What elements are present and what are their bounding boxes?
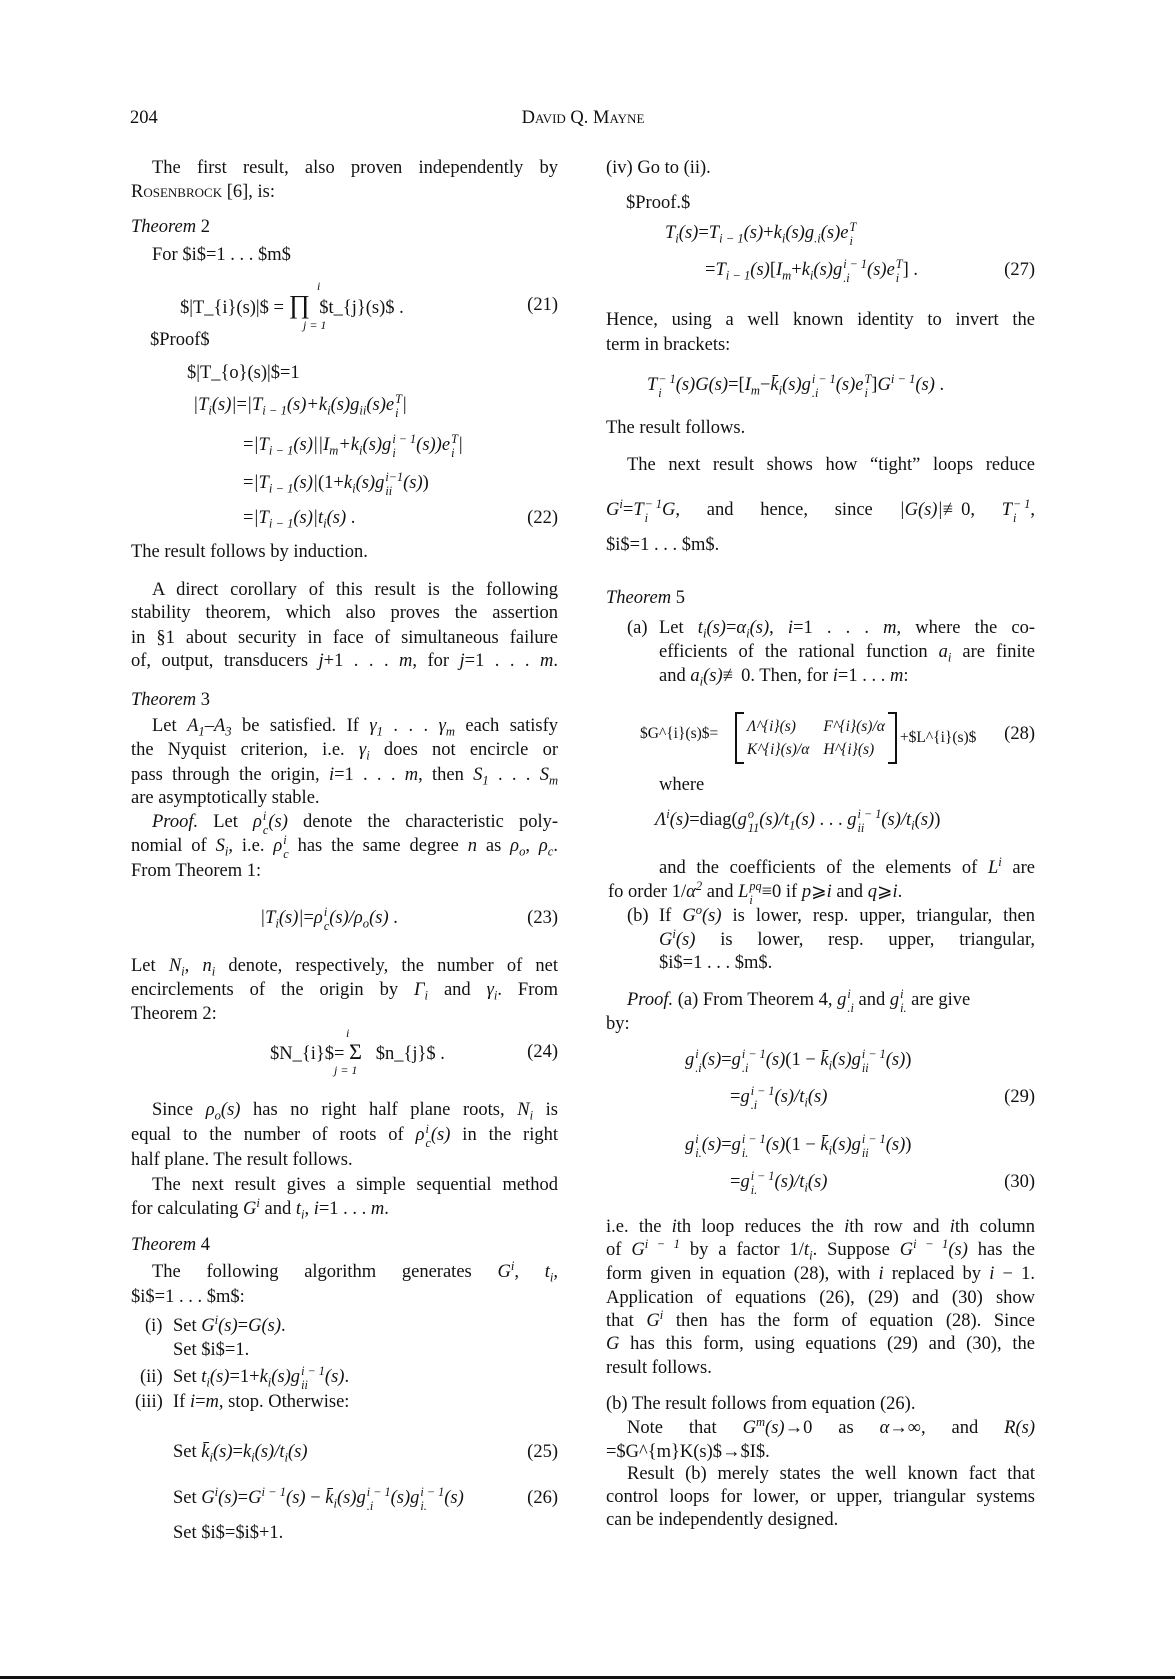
text-line: If $G^o(s)$ is lower, resp. upper, triangular, then (659, 902, 1035, 926)
equation-line: $T_i(s)=T_{i - 1}(s)+k_i(s)g_{.i}(s)e$ T i (665, 219, 857, 248)
text-line: can be independently designed. (606, 1510, 839, 1530)
text-line: The result follows by induction. (131, 542, 368, 562)
text-line: Let $N_i$, $n_i$ denote, respectively, the number of net (131, 956, 558, 979)
text-line: $G^i(s)$ is lower, resp. upper, triangular, (659, 926, 1035, 950)
equation-part: +$L^{i}(s)$ (899, 729, 977, 746)
equation-26: Set $G^i(s)=G^{i - 1}(s)$ − $k̄_i(s)g$ i − 1 .i (s)g i − 1 i. (s) (173, 1484, 464, 1513)
proof-heading: $Proof.$ (626, 193, 691, 213)
matrix-entry: K^{i}(s)/α (747, 741, 810, 758)
text-fragment: [6], is: (222, 182, 276, 202)
text-line: $G^i=T$ − 1 i G, and hence, since |G(s)|≢0, T − 1 i , (606, 496, 1036, 525)
text-line: G has this form, using equations (29) and (30), the (606, 1334, 1035, 1354)
step-label: (iii) (135, 1392, 163, 1412)
text-line (131, 180, 558, 204)
equation-25: Set $k̄_i(s)=k_i(s)/t_i(s)$ (173, 1442, 308, 1465)
text-line: of, output, transducers j+1 . . . m, for j=1 . . . m. (131, 651, 558, 671)
step-label: (i) (145, 1316, 163, 1336)
text-line: Let $A_1-A_3$ be satisfied. If $\gamma_1$ . . . $\gamma_m$ each satisfy (152, 716, 559, 739)
text-line: result follows. (606, 1358, 712, 1378)
matrix-entry: F^{i}(s)/α (823, 718, 885, 735)
theorem-heading: Theorem 2 (131, 217, 210, 237)
proof-heading: $Proof$ (150, 330, 210, 350)
equation-29: =g i − 1 .i $(s)/t_i(s)$ (730, 1083, 828, 1112)
text-line: term in brackets: (606, 335, 731, 355)
text-line: in §1 about security in face of simultaneous failure (131, 628, 558, 648)
equation-part: $n_{j}$ . (375, 1044, 445, 1064)
step-text: (iv) Go to (ii). (606, 158, 711, 178)
product-symbol: ∏ (288, 290, 310, 319)
text-line: control loops for lower, or upper, triangular systems (606, 1487, 1035, 1507)
equation-part: $t_{j}(s)$ . (319, 298, 404, 318)
text-line: form given in equation (28), with i replaced by i − 1. (606, 1264, 1035, 1284)
equation-line: $=|T_{i - 1}(s)|t_i(s)$ . (243, 508, 356, 531)
item-label: (b) (627, 906, 649, 926)
equation-number: (22) (527, 508, 558, 528)
page-number: 204 (130, 108, 158, 128)
product-lower-limit: j = 1 (303, 318, 327, 332)
equation-number: (21) (527, 295, 558, 315)
text-line: $i$=1 . . . $m$. (659, 953, 773, 973)
sum-upper-limit: i (346, 1026, 350, 1040)
text-line: The next result shows how “tight” loops reduce (627, 455, 1035, 475)
author-citation: Rosenbrock (131, 182, 223, 202)
theorem-heading: Theorem 5 (606, 588, 685, 608)
theorem-heading: Theorem 4 (131, 1235, 210, 1255)
text-line: fo order $1/\alpha^2$ and L pq i ≡0 if p⩾i and q⩾i. (608, 878, 903, 907)
text-line: For $i$=1 . . . $m$ (152, 245, 291, 265)
equation-part: $|T_{i}(s)|$ = (180, 298, 289, 318)
text-line: Proof. Let ρ i c (s) denote the characteristic poly- (152, 808, 558, 837)
matrix-entry: H^{i}(s) (823, 741, 875, 758)
text-line: The first result, also proven independently by (152, 158, 558, 178)
text-line: encirclements of the origin by $\Gamma_i$ and $\gamma_i$. From (131, 980, 559, 1003)
equation-number: (27) (1004, 260, 1035, 280)
text-line: A direct corollary of this result is the following (152, 580, 558, 600)
text-line: The next result gives a simple sequential method (152, 1175, 558, 1195)
text-line: pass through the origin, i=1 . . . m, then $S_1$ . . . $S_m$ (131, 765, 559, 788)
step-text: Set $G^i(s)=G(s)$. (173, 1312, 286, 1336)
equation-line: $=|T_{i - 1}(s)||I_m+k_i(s)g$ i − 1 i (s))e T i | (243, 431, 463, 460)
equation-line: g i i. (s)=g i − 1 i. $(s)(1 - k̄_i(s)g$ i − 1 ii (s)) (685, 1131, 912, 1160)
equation-27: $=T_{i - 1}(s)[I_m+k_i(s)g$ i − 1 .i (s)e T i ] . (705, 256, 918, 285)
equation-number: (23) (527, 908, 558, 928)
text-line: are asymptotically stable. (131, 788, 320, 808)
text-line: Theorem 2: (131, 1004, 217, 1024)
equation-line: $|T_i(s)|=|T_{i - 1}(s)+k_i(s)g_{ii}(s)e$ T i | (193, 391, 407, 420)
text-line: that $G^i$ then has the form of equation (28). Since (606, 1307, 1035, 1331)
equation-line: g i .i (s)=g i − 1 .i $(s)(1 - k̄_i(s)g$ i − 1 ii (s)) (685, 1046, 912, 1075)
text-line: $i$=1 . . . $m$. (606, 535, 720, 555)
equation-line: $\Lambda^i(s)=diag(g$ o 11 $(s)/t_1(s)$ . . . g i − 1 ii $(s)/t_i(s)$) (655, 806, 941, 835)
text-line: Application of equations (26), (29) and (30) show (606, 1288, 1035, 1308)
sum-symbol: Σ (349, 1039, 362, 1064)
text-line: of $G^{i - 1}$ by a factor $1/t_i$. Suppose $G^{i - 1}(s)$ has the (606, 1236, 1035, 1263)
text-line: i.e. the ith loop reduces the ith row and ith column (606, 1217, 1036, 1237)
text-line: From Theorem 1: (131, 861, 262, 881)
text-line: for calculating $G^i$ and $t_i$, i=1 . . . m. (131, 1195, 389, 1222)
matrix-entry: Λ^{i}(s) (747, 718, 796, 735)
step-label: (ii) (140, 1367, 163, 1387)
step-text: Set $i$=$i$+1. (173, 1523, 284, 1543)
text-line: Note that $G^m(s)\to 0$ as α→∞, and R(s) (627, 1414, 1035, 1438)
text-line: where (659, 775, 705, 795)
text-line: Result (b) merely states the well known fact that (627, 1464, 1035, 1484)
text-line: =$G^{m}K(s)$→$I$. (606, 1442, 770, 1462)
text-line: Since $\rho_o(s)$ has no right half plane roots, $N_i$ is (152, 1100, 559, 1123)
text-line: The following algorithm generates $G^i$, $t_i$, (152, 1258, 558, 1285)
item-label: (a) (627, 618, 648, 638)
equation-30: =g i − 1 i. $(s)/t_i(s)$ (730, 1168, 828, 1197)
step-text: Set $i$=1. (173, 1340, 250, 1360)
text-line: (b) The result follows from equation (26). (606, 1394, 916, 1414)
text-line: efficients of the rational function $a_i$ are finite (659, 642, 1036, 665)
equation-number: (25) (527, 1442, 558, 1462)
equation-line: $|T_{o}(s)|$=1 (187, 363, 300, 383)
text-line: half plane. The result follows. (131, 1150, 353, 1170)
equation-23: $|T_i(s)|=\rho$ i c $(s)/\rho_o(s)$ . (260, 904, 398, 933)
equation-number: (29) (1004, 1087, 1035, 1107)
text-line: Let $t_i(s)=\alpha_i(s)$, i=1 . . . m, where the co- (659, 618, 1035, 641)
text-line: and the coefficients of the elements of $L^i$ are (659, 854, 1035, 878)
step-text: Set $t_i(s)=1+k_i(s)g$ i − 1 ii (s). (173, 1363, 350, 1392)
text-line: equal to the number of roots of ρ i c (s) in the right (131, 1121, 559, 1150)
text-line: $i$=1 . . . $m$: (131, 1287, 245, 1307)
sum-lower-limit: j = 1 (334, 1063, 358, 1077)
text-line: stability theorem, which also proves the assertion (131, 603, 558, 623)
equation-line: T − 1 i $(s)G(s)=[I_m-k̄_i(s)g$ i − 1 .i (s)e T i ]$G^{i - 1}(s)$ . (647, 371, 945, 400)
text-line: Proof. (a) From Theorem 4, g i .i and g i i. are give (627, 986, 971, 1015)
equation-number: (30) (1004, 1172, 1035, 1192)
equation-number: (24) (527, 1042, 558, 1062)
equation-part: $N_{i}$= (270, 1044, 350, 1064)
step-text: If i=m, stop. Otherwise: (173, 1392, 350, 1412)
text-line: The result follows. (606, 418, 746, 438)
text-line: by: (606, 1014, 630, 1034)
text-line: Hence, using a well known identity to invert the (606, 310, 1035, 330)
equation-number: (28) (1004, 724, 1035, 744)
theorem-heading: Theorem 3 (131, 690, 210, 710)
text-line: the Nyquist criterion, i.e. $\gamma_i$ does not encircle or (131, 740, 558, 763)
product-upper-limit: i (317, 279, 321, 293)
text-line: nomial of $S_i$, i.e. ρ i c has the same degree n as $\rho_o$, $\rho_c$. (131, 832, 558, 861)
equation-number: (26) (527, 1488, 558, 1508)
running-head-author: David Q. Mayne (521, 108, 645, 128)
equation-part: $G^{i}(s)$= (640, 725, 719, 742)
equation-line: $=|T_{i - 1}(s)|(1+k_i(s)g$ i−1 ii (s)) (243, 469, 429, 498)
text-line: and $a_i(s)≢0$. Then, for i=1 . . . m: (659, 666, 909, 689)
